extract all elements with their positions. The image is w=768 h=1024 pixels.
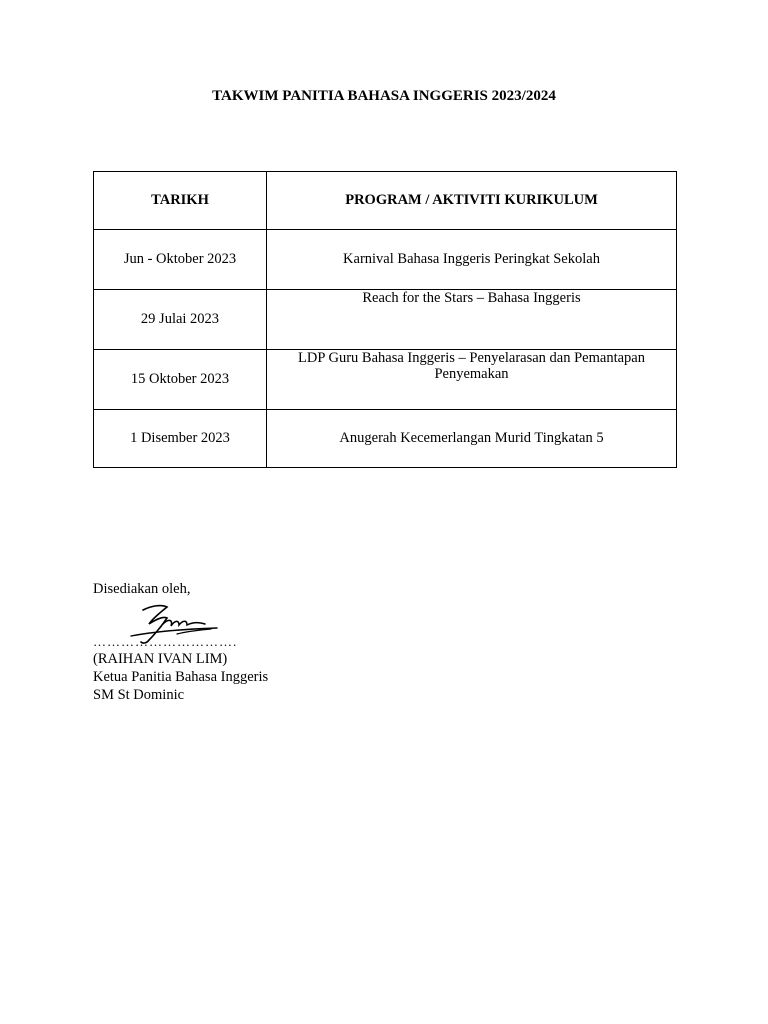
signature-area [93,598,293,650]
table-row [94,410,677,468]
schedule-table [93,171,677,468]
table-row [94,350,677,410]
signatory-position: Ketua Panitia Bahasa Inggeris [93,669,269,685]
row-program: Karnival Bahasa Inggeris Peringkat Sekolah [267,230,677,290]
table-row [94,230,677,290]
school-name: SM St Dominic [93,687,185,703]
header-date: TARIKH [94,172,267,230]
table-header-row [94,172,677,230]
prepared-by-label: Disediakan oleh, [93,581,191,597]
row-date: Jun - Oktober 2023 [94,230,267,290]
header-program: PROGRAM / AKTIVITI KURIKULUM [267,172,677,230]
signature-dotted-line: …………………………. [93,634,238,649]
row-date: 29 Julai 2023 [94,290,267,350]
row-program: Anugerah Kecemerlangan Murid Tingkatan 5 [267,410,677,468]
row-date: 1 Disember 2023 [94,410,267,468]
row-date: 15 Oktober 2023 [94,350,267,410]
table-row [94,290,677,350]
signatory-name: (RAIHAN IVAN LIM) [93,651,228,667]
signature-block [93,580,293,704]
row-program: Reach for the Stars – Bahasa Inggeris [267,290,677,350]
document-title: TAKWIM PANITIA BAHASA INGGERIS 2023/2024 [212,88,556,104]
row-program: LDP Guru Bahasa Inggeris – Penyelarasan dan Pemantapan Penyemakan [267,350,677,410]
